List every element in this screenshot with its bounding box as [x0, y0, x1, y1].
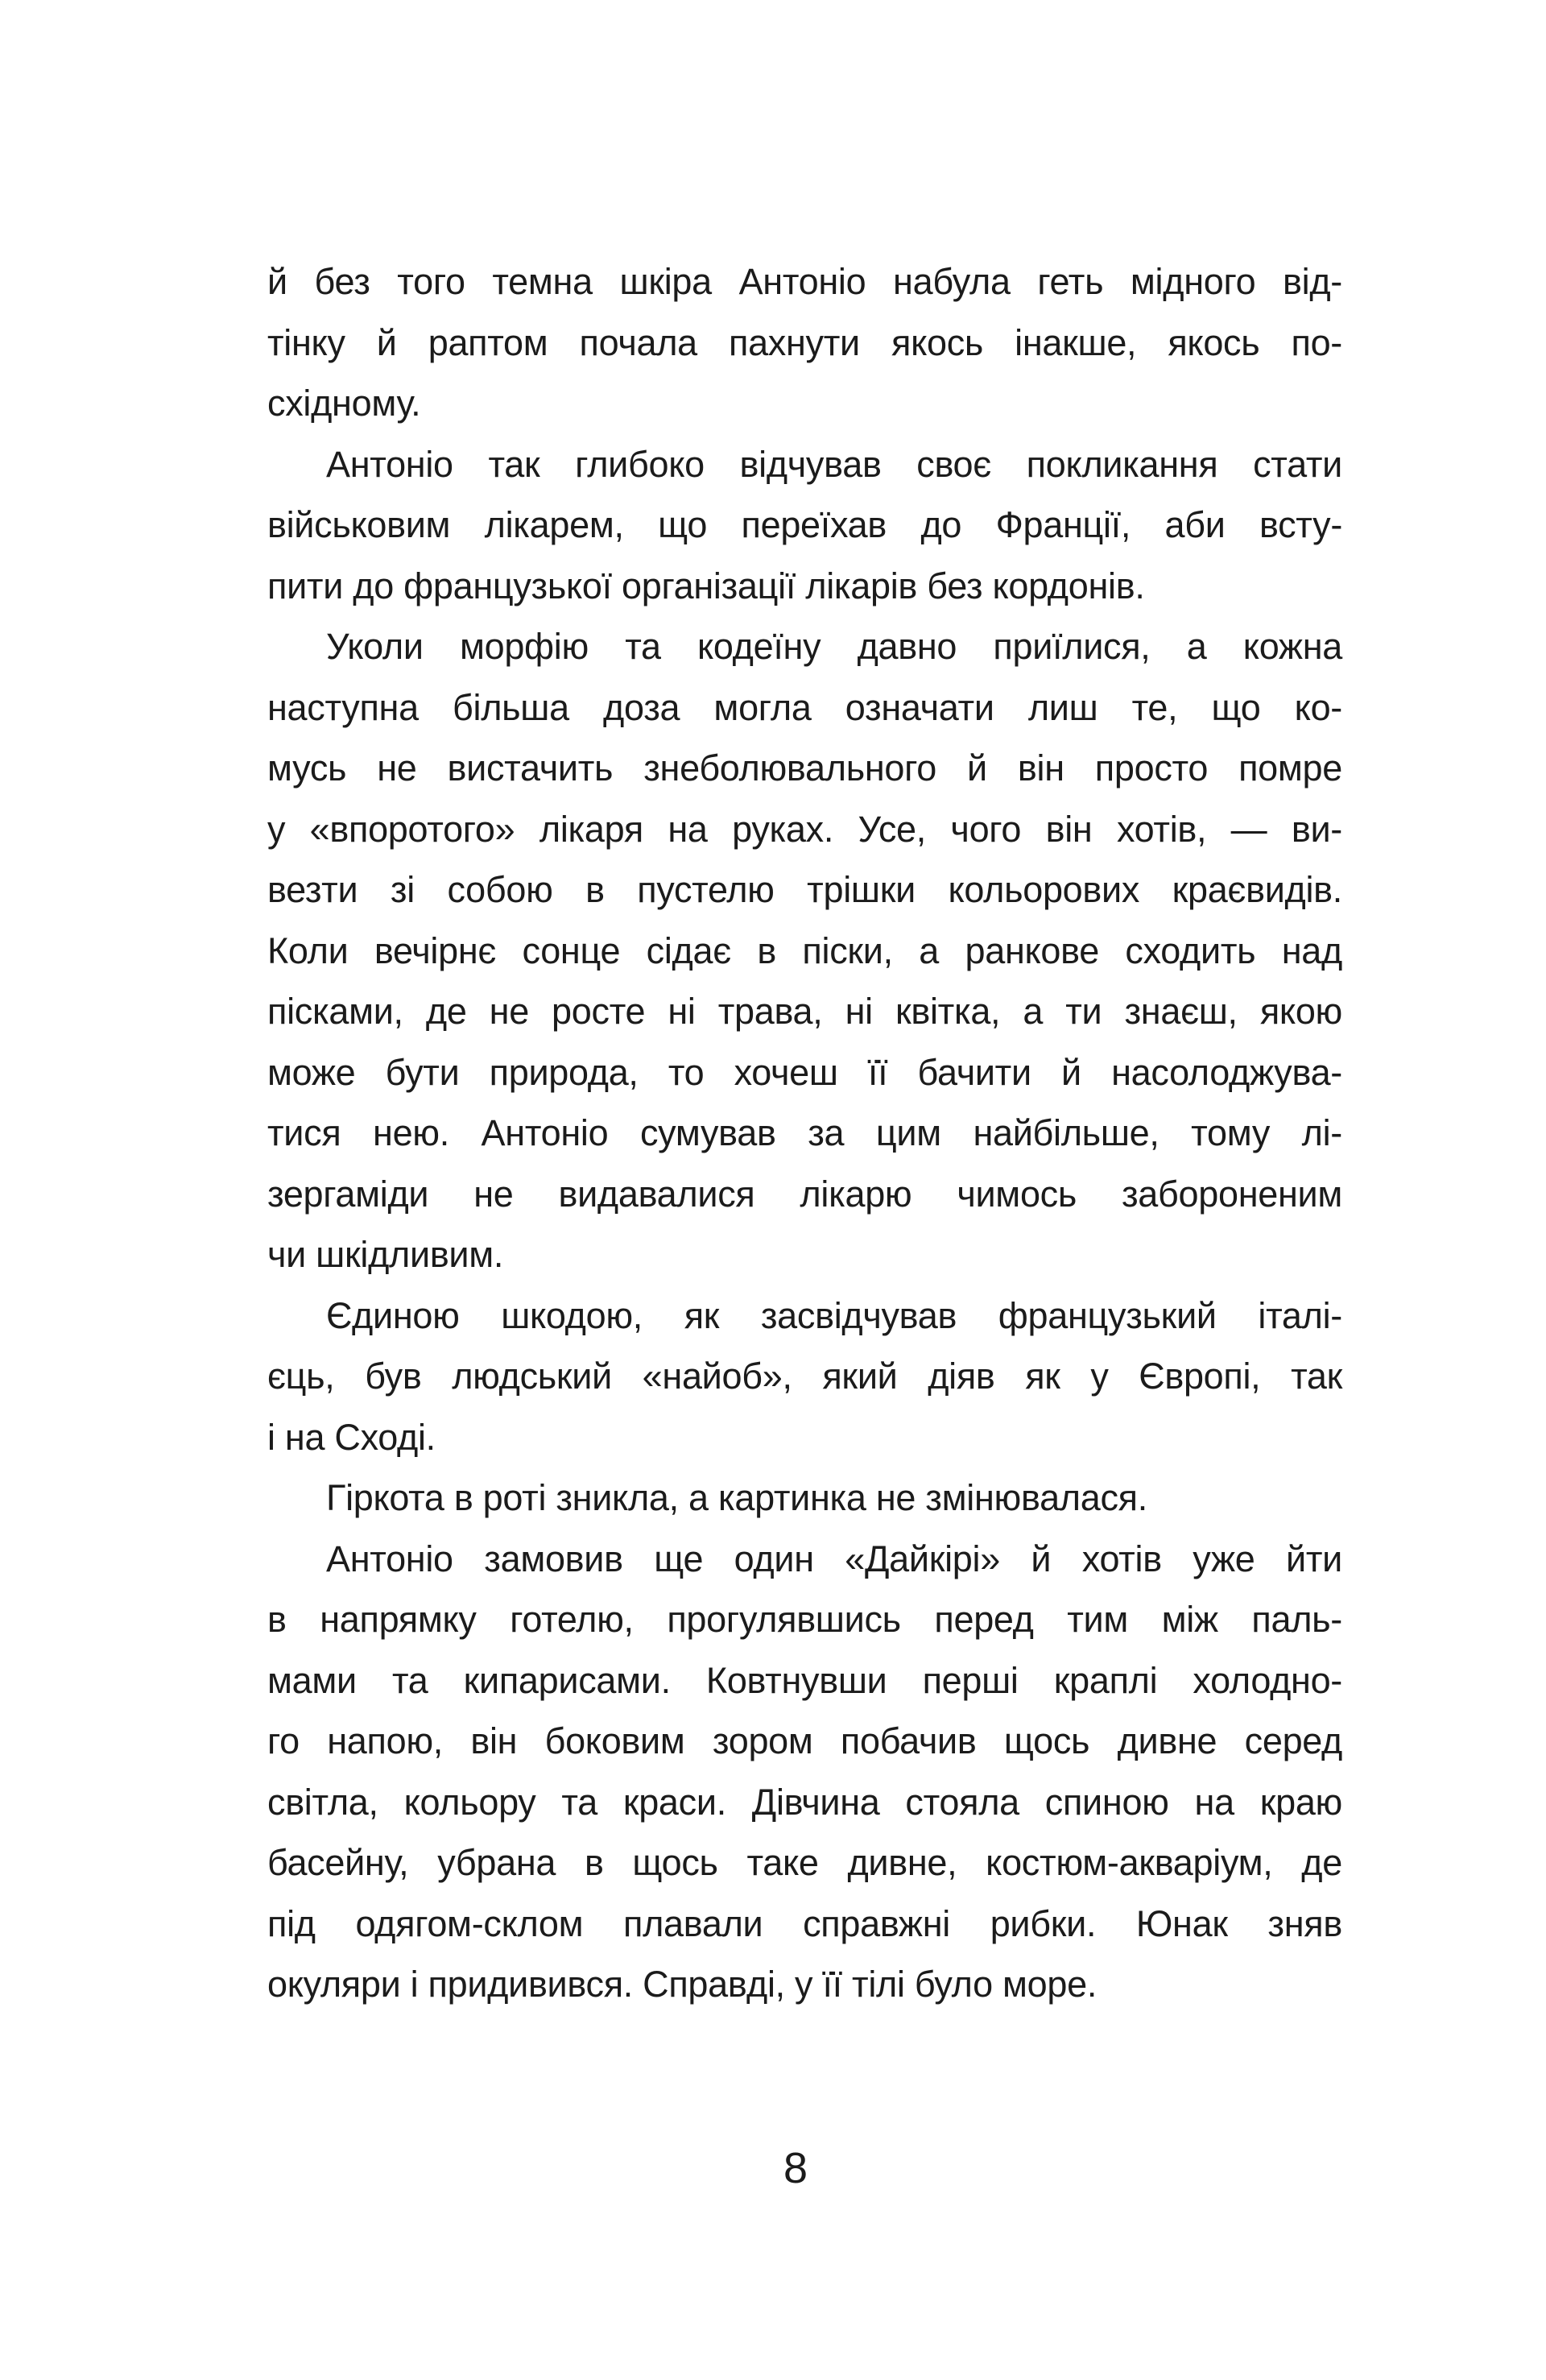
text-line: окуляри і придивився. Справді, у її тілі було море. [267, 1964, 1097, 2005]
text-line: мусь не вистачить знеболювального й він просто помре [267, 747, 1342, 789]
text-line: наступна більша доза могла означати лиш те, що ко- [267, 686, 1342, 728]
text-line: у «впоротого» лікаря на руках. Усе, чого він хотів, — ви- [267, 808, 1342, 850]
text-line: тися нею. Антоніо сумував за цим найбільше, тому лі- [267, 1112, 1342, 1153]
text-line: Гіркота в роті зникла, а картинка не змінювалася. [326, 1477, 1147, 1518]
text-line: чи шкідливим. [267, 1234, 504, 1275]
text-line: мами та кипарисами. Ковтнувши перші краплі холодно- [267, 1659, 1342, 1701]
text-line: Коли вечірнє сонце сідає в піски, а ранкове сходить над [267, 929, 1342, 971]
page-number: 8 [783, 2144, 808, 2192]
text-line: і на Сході. [267, 1416, 436, 1458]
text-line: басейну, убрана в щось таке дивне, костюм-акваріум, де [267, 1842, 1342, 1883]
text-line: світла, кольору та краси. Дівчина стояла спиною на краю [267, 1781, 1342, 1823]
text-line: може бути природа, то хочеш її бачити й насолоджува- [267, 1051, 1342, 1093]
text-line: пісками, де не росте ні трава, ні квітка, а ти знаєш, якою [267, 991, 1342, 1032]
paragraph [267, 434, 1342, 617]
text-line: Антоніо замовив ще один «Дайкірі» й хотів уже йти [326, 1538, 1342, 1579]
paragraph [267, 251, 1342, 434]
paragraph [267, 1529, 1342, 2015]
text-line: го напою, він боковим зором побачив щось дивне серед [267, 1720, 1342, 1761]
text-line: пити до французької організації лікарів без кордонів. [267, 565, 1145, 606]
text-line: зергаміди не видавалися лікарю чимось забороненим [267, 1173, 1342, 1215]
text-line: везти зі собою в пустелю трішки кольорових краєвидів. [267, 869, 1342, 910]
text-line: й без того темна шкіра Антоніо набула геть мідного від- [267, 261, 1342, 302]
text-line: східному. [267, 383, 421, 424]
text-line: під одягом-склом плавали справжні рибки. Юнак зняв [267, 1902, 1342, 1944]
text-line: Уколи морфію та кодеїну давно приїлися, а кожна [326, 626, 1342, 667]
text-line: єць, був людський «найоб», який діяв як у Європі, так [267, 1356, 1342, 1397]
paragraph [267, 1285, 1342, 1468]
paragraph [267, 1467, 1342, 1529]
text-line: Антоніо так глибоко відчував своє покликання стати [326, 443, 1342, 485]
text-line: тінку й раптом почала пахнути якось інакше, якось по- [267, 321, 1342, 363]
text-line: військовим лікарем, що переїхав до Франції, аби всту- [267, 504, 1342, 545]
text-line: Єдиною шкодою, як засвідчував французький італі- [326, 1294, 1342, 1336]
text-line: в напрямку готелю, прогулявшись перед тим між паль- [267, 1599, 1342, 1640]
paragraph [267, 616, 1342, 1285]
body-text [267, 251, 1342, 2015]
